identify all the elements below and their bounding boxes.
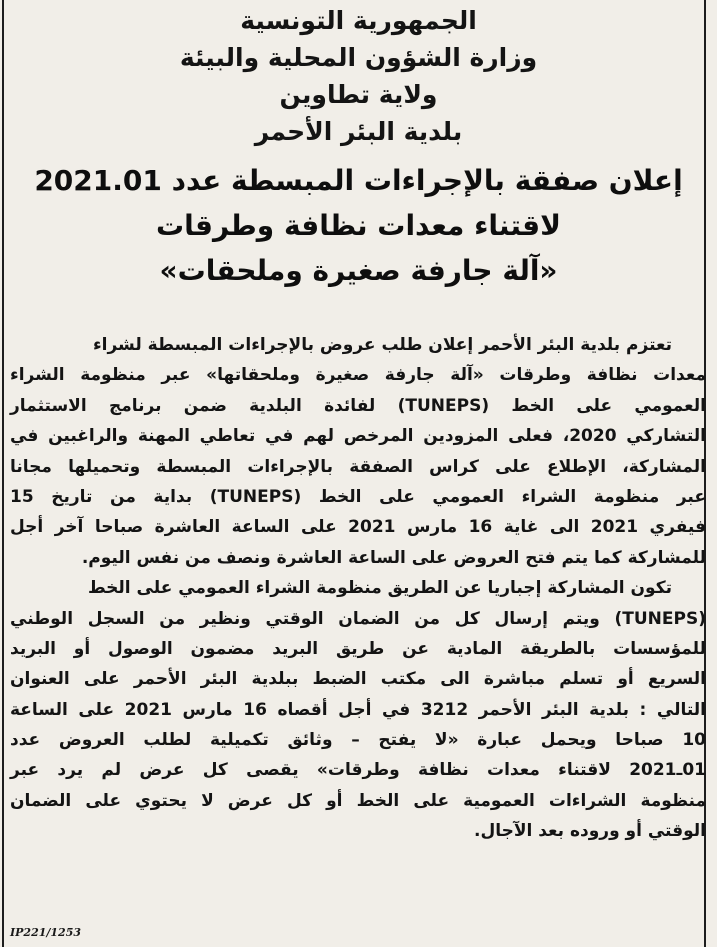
- body-line: معدات نظافة وطرقات «آلة جارفة صغيرة وملحقاتها» عبر منظومة الشراء: [10, 365, 706, 386]
- body-line: (TUNEPS) ويتم إرسال كل من الضمان الوقتي ونظير من السجل الوطني: [10, 608, 706, 629]
- body-line: للمشاركة كما يتم فتح العروض على الساعة العاشرة ونصف من نفس اليوم.: [81, 547, 706, 568]
- body-line: التالي : بلدية البئر الأحمر 3212 في أجل أقصاه 16 مارس 2021 على الساعة: [10, 699, 707, 720]
- country-line: الجمهورية التونسية: [240, 6, 477, 35]
- body-line: 10 صباحا ويحمل عبارة «لا يفتح – وثائق تكميلية لطلب العروض عدد: [10, 730, 706, 751]
- ministry-line: وزارة الشؤون المحلية والبيئة: [179, 43, 538, 72]
- body-line: منظومة الشراءات العمومية على الخط أو كل عرض لا يحتوي على الضمان: [10, 790, 706, 811]
- body-line: عبر منظومة الشراء العمومي على الخط (TUNEPS) بداية من تاريخ 15: [10, 486, 706, 507]
- body-line: تعتزم بلدية البئر الأحمر إعلان طلب عروض بالإجراءات المبسطة لشراء: [92, 335, 672, 355]
- body-line: فيفري 2021 الى غاية 16 مارس 2021 على الساعة العاشرة صباحا آخر أجل: [10, 517, 707, 538]
- body-line: السريع أو تسلم مباشرة الى مكتب الضبط ببلدية البئر الأحمر على العنوان: [10, 669, 706, 690]
- title-line: لاقتناء معدات نظافة وطرقات: [156, 209, 561, 242]
- reference-code: IP221/1253: [10, 926, 82, 939]
- notice-body: [10, 330, 706, 847]
- body-line: العمومي على الخط (TUNEPS) لفائدة البلدية ضمن برنامج الاستثمار: [10, 395, 706, 416]
- title-line: إعلان صفقة بالإجراءات المبسطة عدد 2021.01: [34, 164, 683, 197]
- body-line: المشاركة، الإطلاع على كراس الصفقة بالإجراءات المبسطة وتحميلها مجانا: [10, 456, 706, 477]
- governorate-line: ولاية تطاوين: [279, 80, 438, 109]
- issuer-header: [0, 2, 717, 150]
- body-line: 01ـ2021 لاقتناء معدات نظافة وطرقات» يقصى كل عرض لم يرد عبر: [10, 760, 706, 781]
- municipality-line: بلدية البئر الأحمر: [254, 117, 463, 146]
- body-line: تكون المشاركة إجباريا عن الطريق منظومة الشراء العمومي على الخط: [87, 578, 672, 599]
- body-line: للمؤسسات بالطريقة المادية عن طريق البريد مضمون الوصول أو البريد: [10, 638, 706, 659]
- body-line: التشاركي 2020، فعلى المزودين المرخص لهم في تعاطي المهنة والراغبين في: [10, 426, 706, 447]
- notice-title: [0, 158, 717, 293]
- body-line: الوقتي أو وروده بعد الآجال.: [473, 821, 706, 842]
- title-line: «آلة جارفة صغيرة وملحقات»: [159, 254, 558, 287]
